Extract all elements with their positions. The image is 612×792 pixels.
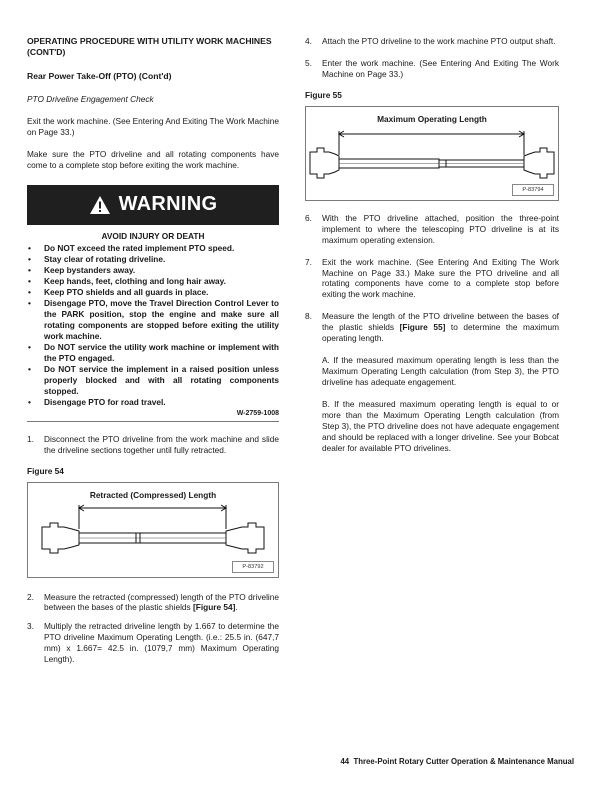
step-text: Enter the work machine. (See Entering And Exiting The Work Machine on Page 33.) <box>322 57 559 79</box>
warning-code: W-2759-1008 <box>27 409 279 422</box>
step-text: With the PTO driveline attached, position the three-point implement to where the telescoping PTO driveline is at its maximum operating extension. <box>322 212 559 245</box>
steps-list-2 <box>27 592 279 666</box>
step-8 <box>305 311 559 453</box>
warning-item: • Disengage PTO for road travel. <box>27 397 279 408</box>
step-text: Exit the work machine. (See Entering And Exiting The Work Machine on Page 33.) Make sure the PTO driveline and all rotating components have come to a complete stop before exiting the work machine. <box>322 256 559 300</box>
step-text-end: to determine the maximum operating length. <box>322 322 559 344</box>
warning-label: WARNING <box>118 193 218 216</box>
step-number: 4. <box>305 36 312 46</box>
subsection-heading: Rear Power Take-Off (PTO) (Cont'd) <box>27 71 172 82</box>
figure-54-title: Retracted (Compressed) Length <box>89 489 217 500</box>
section-heading: OPERATING PROCEDURE WITH UTILITY WORK MACHINES (CONT'D) <box>27 36 272 57</box>
figure-55-title: Maximum Operating Length <box>377 113 487 124</box>
step-3 <box>27 621 279 665</box>
figure-55-code: P-83794 <box>512 184 554 196</box>
warning-item: • Do NOT service the implement in a raised position unless properly blocked and with all rotating components stopped. <box>27 364 279 397</box>
topic-heading: PTO Driveline Engagement Check <box>27 93 154 104</box>
warning-item: • Keep PTO shields and all guards in place. <box>27 287 279 298</box>
step-text: Multiply the retracted driveline length by 1.667 to determine the PTO driveline Maximum Operating Length. (i.e.: 25.5 in. (647,7 mm) x 1.667= 42.5 in. (1079,7 mm) Maximum Operating Length). <box>44 621 279 665</box>
step-1 <box>27 434 279 456</box>
right-column <box>305 36 559 454</box>
warning-item: • Keep bystanders away. <box>27 265 279 276</box>
step-2 <box>27 592 279 614</box>
step-number: 5. <box>305 57 312 68</box>
warning-item: • Do NOT exceed the rated implement PTO speed. <box>27 243 279 254</box>
manual-title: Three-Point Rotary Cutter Operation & Maintenance Manual <box>353 757 574 766</box>
figure-55-label: Figure 55 <box>305 89 342 100</box>
page-footer <box>340 757 574 767</box>
step-4 <box>305 36 559 47</box>
steps-list-3 <box>305 36 559 80</box>
paragraph-exit-machine: Exit the work machine. (See Entering And Exiting The Work Machine on Page 33.) <box>27 115 279 137</box>
step-8-sub-b: B. If the measured maximum operating length is equal to or more than the Maximum Operating Length calculation (from Step 3), the PTO driveline does not have adequate engagement and should be replaced with a longer driveline. See your Bobcat dealer for available PTO drivelines. <box>322 398 559 453</box>
warning-heading: AVOID INJURY OR DEATH <box>101 230 205 241</box>
step-7 <box>305 257 559 301</box>
step-text: Disconnect the PTO driveline from the work machine and slide the driveline sections together until fully retracted. <box>44 433 279 455</box>
steps-list-4 <box>305 213 559 454</box>
step-text-end: . <box>235 602 238 613</box>
step-number: 6. <box>305 212 312 223</box>
warning-item: • Do NOT service the utility work machine or implement with the PTO engaged. <box>27 342 279 364</box>
step-text: Measure the retracted (compressed) length of the PTO driveline between the bases of the plastic shields <box>44 591 279 613</box>
figure-54-label: Figure 54 <box>27 465 64 476</box>
warning-banner <box>27 185 279 225</box>
warning-item: • Disengage PTO, move the Travel Direction Control Lever to the PARK position, stop the engine and make sure all rotating components are stopped before exiting the utility work machine. <box>27 298 279 342</box>
step-text: Attach the PTO driveline to the work machine PTO output shaft. <box>322 36 556 46</box>
step-text: Measure the length of the PTO driveline between the bases of the plastic shields <box>322 311 559 333</box>
steps-list-1 <box>27 434 279 456</box>
figure-54-code: P-83792 <box>232 561 274 573</box>
figure-54 <box>27 482 279 578</box>
warning-list <box>27 243 279 407</box>
step-6 <box>305 213 559 246</box>
page-number: 44 <box>340 757 350 766</box>
step-number: 1. <box>27 433 34 444</box>
figure-55 <box>305 106 559 201</box>
step-5 <box>305 58 559 80</box>
left-column <box>27 36 279 665</box>
step-8-sub-a: A. If the measured maximum operating length is less than the Maximum Operating Length calculation (from Step 3), the PTO driveline has adequate engagement. <box>322 355 559 387</box>
warning-item: • Stay clear of rotating driveline. <box>27 254 279 265</box>
figure-reference: [Figure 54] <box>192 602 236 613</box>
figure-reference: [Figure 55] <box>399 322 446 333</box>
warning-item: • Keep hands, feet, clothing and long hair away. <box>27 276 279 287</box>
warning-triangle-icon <box>89 195 111 215</box>
step-number: 8. <box>305 311 312 322</box>
paragraph-make-sure-stop: Make sure the PTO driveline and all rotating components have come to a complete stop before exiting the work machine. <box>27 148 279 170</box>
step-number: 2. <box>27 591 34 602</box>
step-number: 3. <box>27 621 34 632</box>
step-number: 7. <box>305 256 312 267</box>
